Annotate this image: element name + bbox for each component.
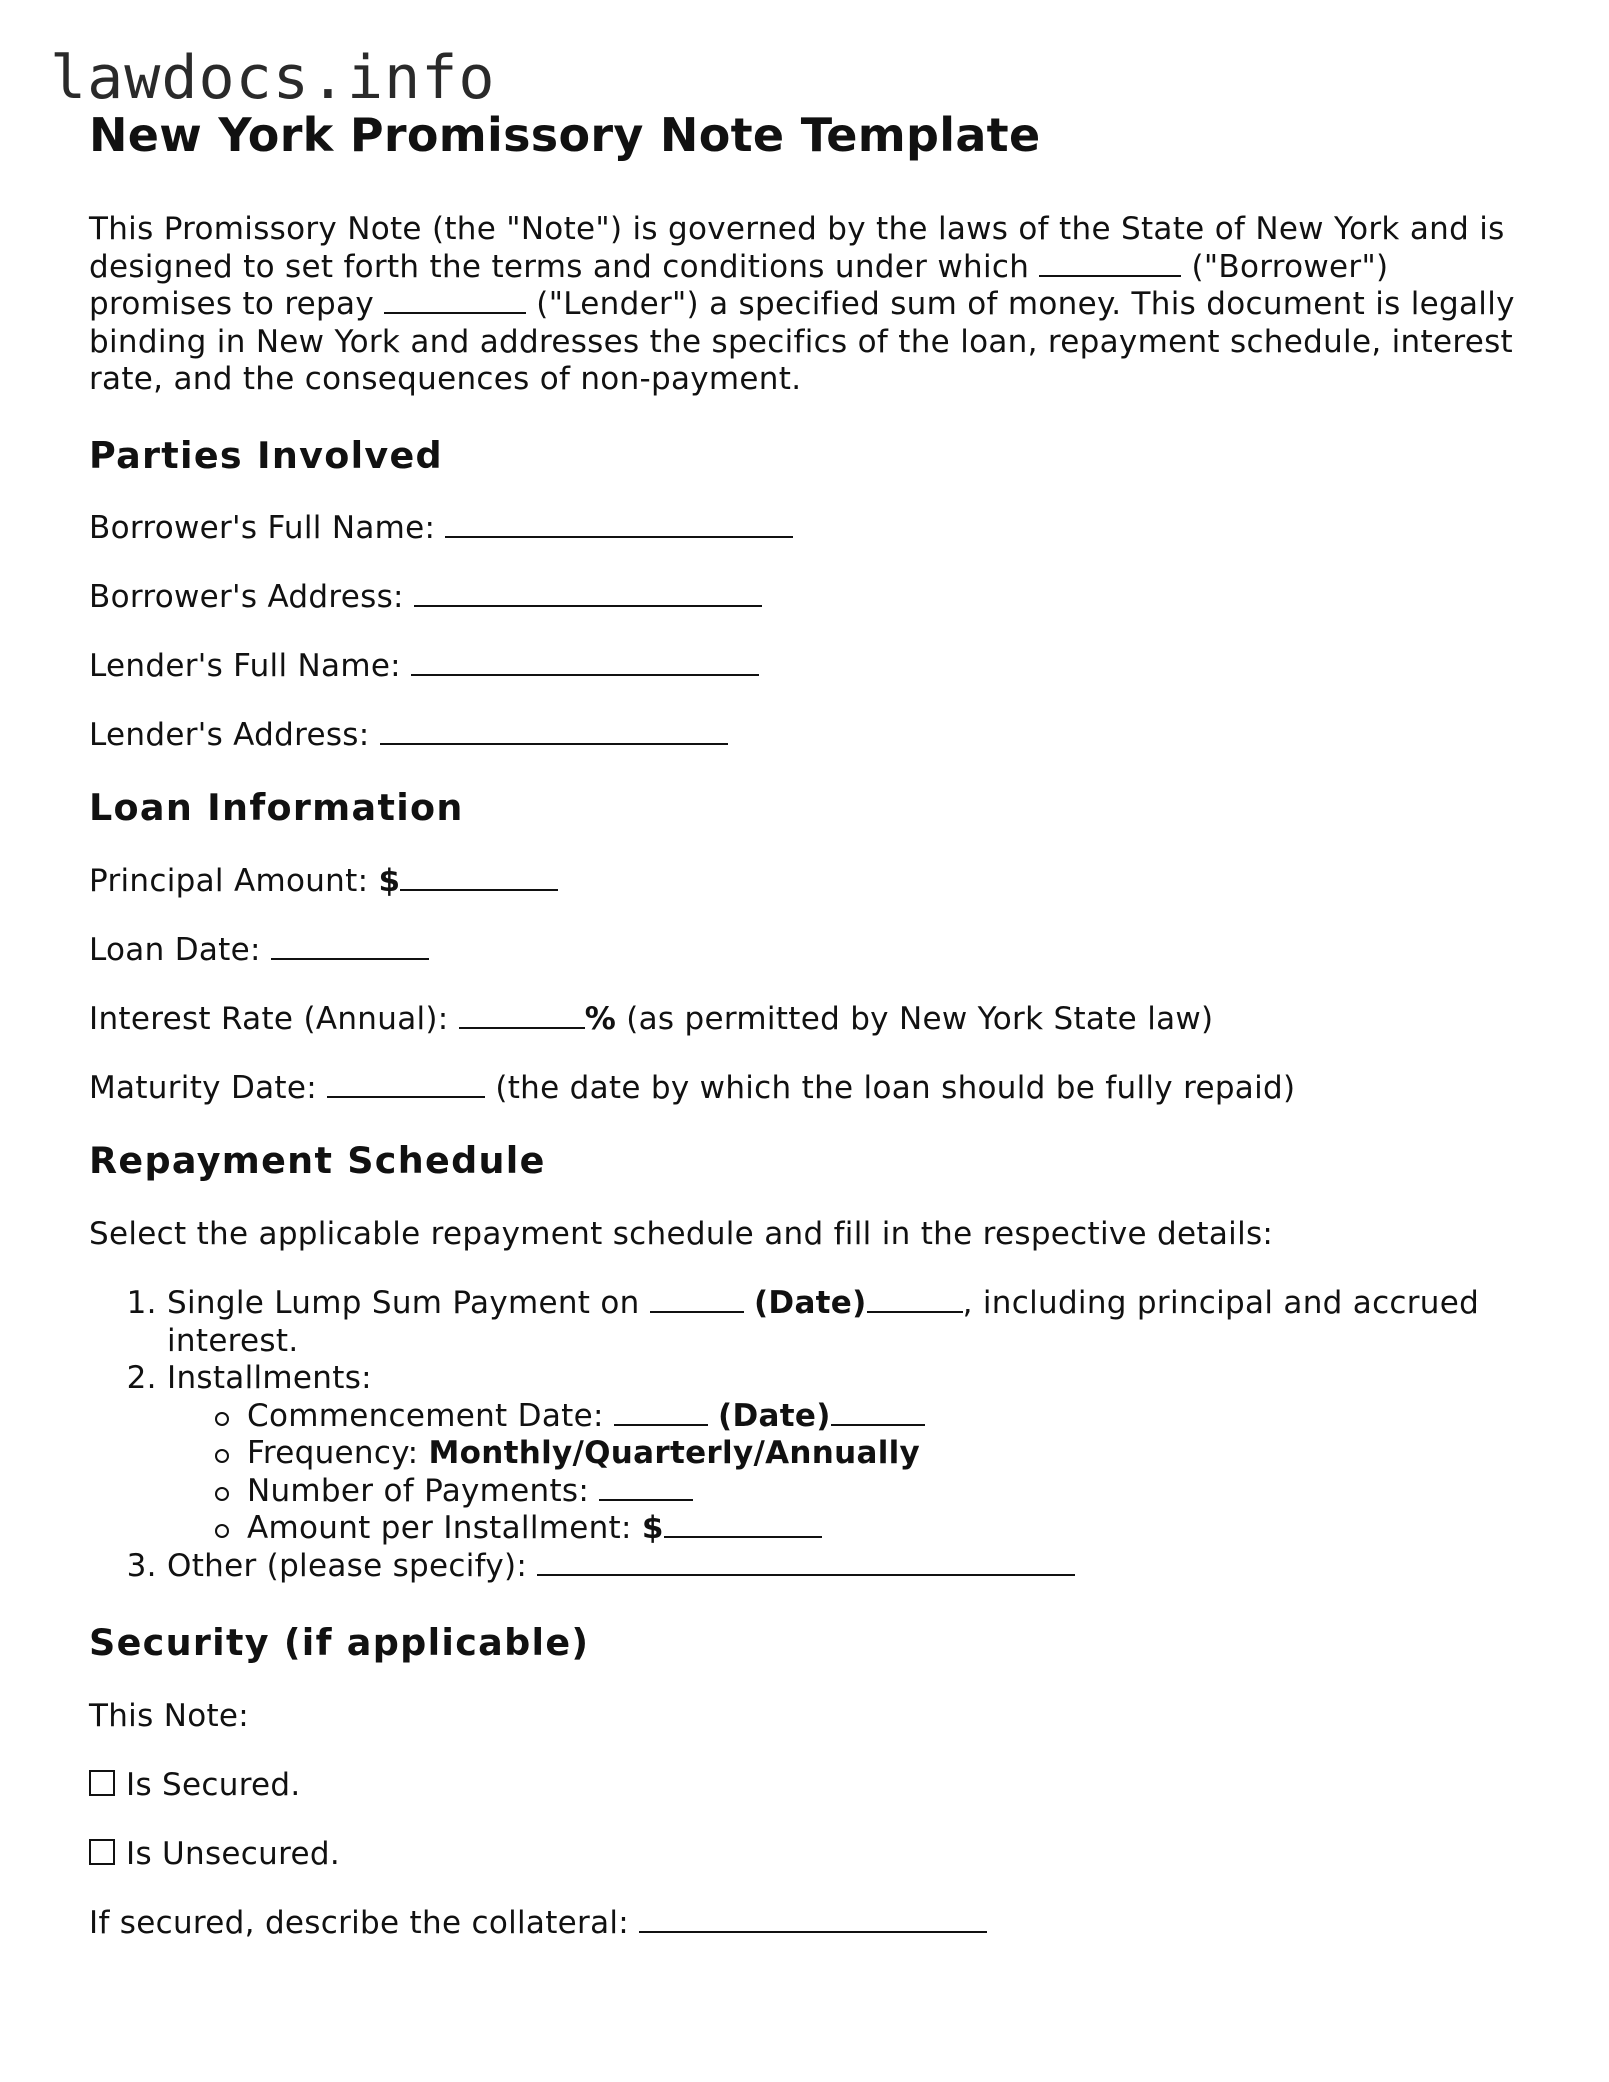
unsecured-label: Is Unsecured. <box>126 1835 340 1872</box>
maturity-label: Maturity Date: <box>89 1070 317 1107</box>
unsecured-option[interactable] <box>89 1836 1529 1873</box>
lender-name-field[interactable] <box>411 648 759 676</box>
other-field[interactable] <box>537 1548 1075 1576</box>
this-note-label: This Note: <box>89 1697 250 1734</box>
lender-name-row <box>89 648 1529 685</box>
list-item-num-payments <box>247 1473 1529 1511</box>
lump-sum-date-field-right[interactable] <box>867 1285 963 1313</box>
installments-label: Installments: <box>167 1360 372 1397</box>
principal-row <box>89 863 1529 900</box>
lump-sum-date-field-left[interactable] <box>650 1285 744 1313</box>
lump-sum-suffix: , including principal and accrued interest. <box>167 1285 1480 1359</box>
percent-symbol: % <box>584 1001 617 1038</box>
secured-option[interactable] <box>89 1767 1529 1804</box>
lender-address-label: Lender's Address: <box>89 717 370 754</box>
repayment-heading: Repayment Schedule <box>89 1139 546 1183</box>
document-body <box>89 108 1529 1942</box>
security-heading: Security (if applicable) <box>89 1621 590 1665</box>
borrower-address-field[interactable] <box>414 579 762 607</box>
maturity-note: (the date by which the loan should be fully repaid) <box>495 1070 1296 1107</box>
installment-details-list <box>167 1398 1529 1548</box>
currency-symbol: $ <box>378 863 401 900</box>
interest-field[interactable] <box>459 1001 585 1029</box>
commencement-label: Commencement Date: <box>247 1397 604 1434</box>
maturity-row <box>89 1070 1529 1107</box>
commencement-field-left[interactable] <box>614 1398 708 1426</box>
loan-heading: Loan Information <box>89 786 464 830</box>
lump-sum-date-label: (Date) <box>753 1285 867 1322</box>
commencement-date-label: (Date) <box>718 1397 831 1434</box>
maturity-field[interactable] <box>327 1070 485 1098</box>
commencement-field-right[interactable] <box>831 1398 925 1426</box>
installment-amount-field[interactable] <box>664 1510 822 1538</box>
principal-label: Principal Amount: <box>89 863 369 900</box>
repayment-section <box>89 1139 1529 1585</box>
intro-text-2: ("Borrower") promises to repay <box>89 248 1389 323</box>
lump-sum-label: Single Lump Sum Payment on <box>167 1285 640 1322</box>
frequency-label: Frequency: <box>247 1435 419 1472</box>
unsecured-checkbox[interactable] <box>89 1839 115 1865</box>
repayment-options-list <box>89 1285 1529 1585</box>
loan-date-field[interactable] <box>271 932 429 960</box>
intro-text-1: This Promissory Note (the "Note") is governed by the laws of the State of New York and is designed to set forth the terms and conditions under which <box>89 211 1505 285</box>
frequency-options: Monthly/Quarterly/Annually <box>428 1435 921 1472</box>
secured-checkbox[interactable] <box>89 1770 115 1796</box>
security-section <box>89 1621 1529 1942</box>
loan-date-row <box>89 932 1529 969</box>
secured-label: Is Secured. <box>126 1766 301 1803</box>
list-item-installments <box>167 1360 1529 1548</box>
collateral-row <box>89 1905 1529 1942</box>
borrower-name-label: Borrower's Full Name: <box>89 510 436 547</box>
borrower-address-label: Borrower's Address: <box>89 579 404 616</box>
installment-amount-label: Amount per Installment: <box>247 1510 632 1547</box>
collateral-label: If secured, describe the collateral: <box>89 1904 630 1941</box>
lender-address-row <box>89 717 1529 754</box>
intro-paragraph <box>89 211 1529 399</box>
collateral-field[interactable] <box>639 1905 987 1933</box>
loan-date-label: Loan Date: <box>89 932 261 969</box>
document-title: New York Promissory Note Template <box>89 108 1041 162</box>
interest-row <box>89 1001 1529 1038</box>
intro-text-3: ("Lender") a specified sum of money. This document is legally binding in New York and addresses the specifics of the loan, repayment schedule, interest rate, and the consequences of non-payment. <box>89 286 1515 398</box>
borrower-address-row <box>89 579 1529 616</box>
list-item-other <box>167 1548 1529 1586</box>
num-payments-label: Number of Payments: <box>247 1472 590 1509</box>
loan-section <box>89 786 1529 1107</box>
borrower-name-row <box>89 510 1529 547</box>
lender-name-label: Lender's Full Name: <box>89 648 401 685</box>
list-item-frequency <box>247 1435 1529 1473</box>
repayment-instruction: Select the applicable repayment schedule and fill in the respective details: <box>89 1216 1274 1253</box>
principal-field[interactable] <box>400 863 558 891</box>
list-item-lump-sum <box>167 1285 1529 1360</box>
num-payments-field[interactable] <box>599 1473 693 1501</box>
watermark-logo: lawdocs.info <box>50 43 496 113</box>
list-item-installment-amount <box>247 1510 1529 1548</box>
lender-blank[interactable] <box>384 286 526 314</box>
borrower-blank[interactable] <box>1039 249 1181 277</box>
interest-label: Interest Rate (Annual): <box>89 1001 449 1038</box>
parties-heading: Parties Involved <box>89 433 443 477</box>
borrower-name-field[interactable] <box>445 510 793 538</box>
parties-section <box>89 434 1529 755</box>
lender-address-field[interactable] <box>380 717 728 745</box>
other-label: Other (please specify): <box>167 1547 528 1584</box>
list-item-commencement <box>247 1398 1529 1436</box>
interest-note: (as permitted by New York State law) <box>626 1001 1214 1038</box>
installment-currency-symbol: $ <box>641 1510 664 1547</box>
